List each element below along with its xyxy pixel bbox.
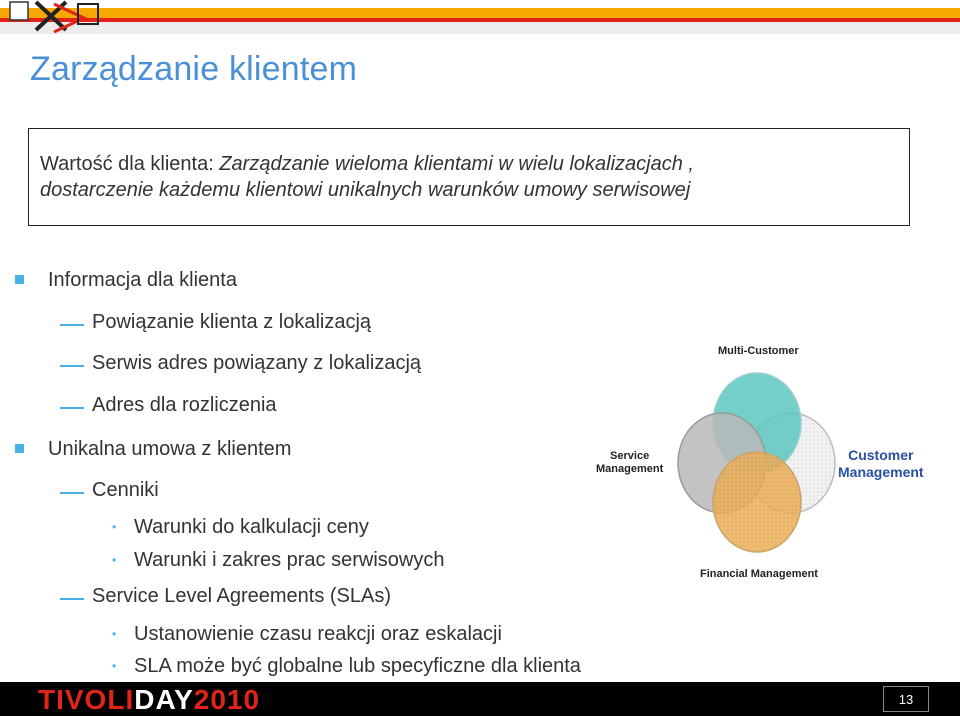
brand-part-3: 2010: [193, 684, 261, 715]
bullet-reaction-time: Ustanowienie czasu reakcji oraz eskalacji: [134, 623, 502, 645]
bullet-unique-contract: Unikalna umowa z klientem: [48, 438, 292, 460]
value-prefix: Wartość dla klienta:: [40, 153, 220, 175]
label-service-line-2: Management: [596, 463, 664, 475]
square-bullet-icon: [15, 275, 24, 284]
label-service-line-1: Service: [610, 450, 650, 462]
bullet-sla-global: SLA może być globalne lub specyficzne dla klienta: [134, 655, 581, 677]
dot-bullet-icon: •: [112, 553, 117, 567]
label-financial-management: Financial Management: [700, 568, 818, 580]
dash-bullet-icon: [60, 598, 84, 600]
value-statement-italic-1: Zarządzanie wieloma klientami w wielu lokalizacjach ,: [219, 153, 694, 175]
dash-bullet-icon: [60, 407, 84, 409]
tivoli-day-logo: [38, 684, 260, 716]
bullet-billing-address: Adres dla rozliczenia: [92, 394, 277, 416]
value-statement-box: [28, 128, 910, 226]
bullet-link-location: Powiązanie klienta z lokalizacją: [92, 311, 372, 333]
dot-bullet-icon: •: [112, 627, 117, 641]
bullet-customer-info: Informacja dla klienta: [48, 269, 237, 291]
label-customer-management: [838, 447, 924, 481]
corner-logo-icon: [6, 0, 106, 40]
label-customer-line-2: Management: [838, 464, 924, 480]
page-number: 13: [883, 686, 929, 712]
dot-bullet-icon: •: [112, 520, 117, 534]
bullet-service-scope: Warunki i zakres prac serwisowych: [134, 549, 445, 571]
dash-bullet-icon: [60, 492, 84, 494]
value-statement-italic-2: dostarczenie każdemu klientowi unikalnych warunków umowy serwisowej: [40, 179, 691, 201]
label-multi-customer: Multi-Customer: [718, 345, 799, 357]
square-bullet-icon: [15, 444, 24, 453]
label-service-management: [596, 450, 663, 476]
dash-bullet-icon: [60, 324, 84, 326]
top-stripe-gray: [0, 22, 960, 34]
slide-title: Zarządzanie klientem: [30, 50, 358, 88]
bullet-price-lists: Cenniki: [92, 479, 159, 501]
bullet-service-address: Serwis adres powiązany z lokalizacją: [92, 352, 422, 374]
dash-bullet-icon: [60, 365, 84, 367]
circle-financial-management: [713, 452, 801, 552]
brand-part-1: TIVOLI: [38, 684, 135, 715]
top-stripe-orange: [0, 8, 960, 18]
value-statement-line-1: [40, 151, 899, 177]
label-customer-line-1: Customer: [848, 447, 914, 463]
top-banner: [0, 0, 960, 40]
bullet-price-calc: Warunki do kalkulacji ceny: [134, 516, 369, 538]
bullet-sla: Service Level Agreements (SLAs): [92, 585, 392, 607]
brand-part-2: DAY: [134, 684, 194, 715]
dot-bullet-icon: •: [112, 659, 117, 673]
